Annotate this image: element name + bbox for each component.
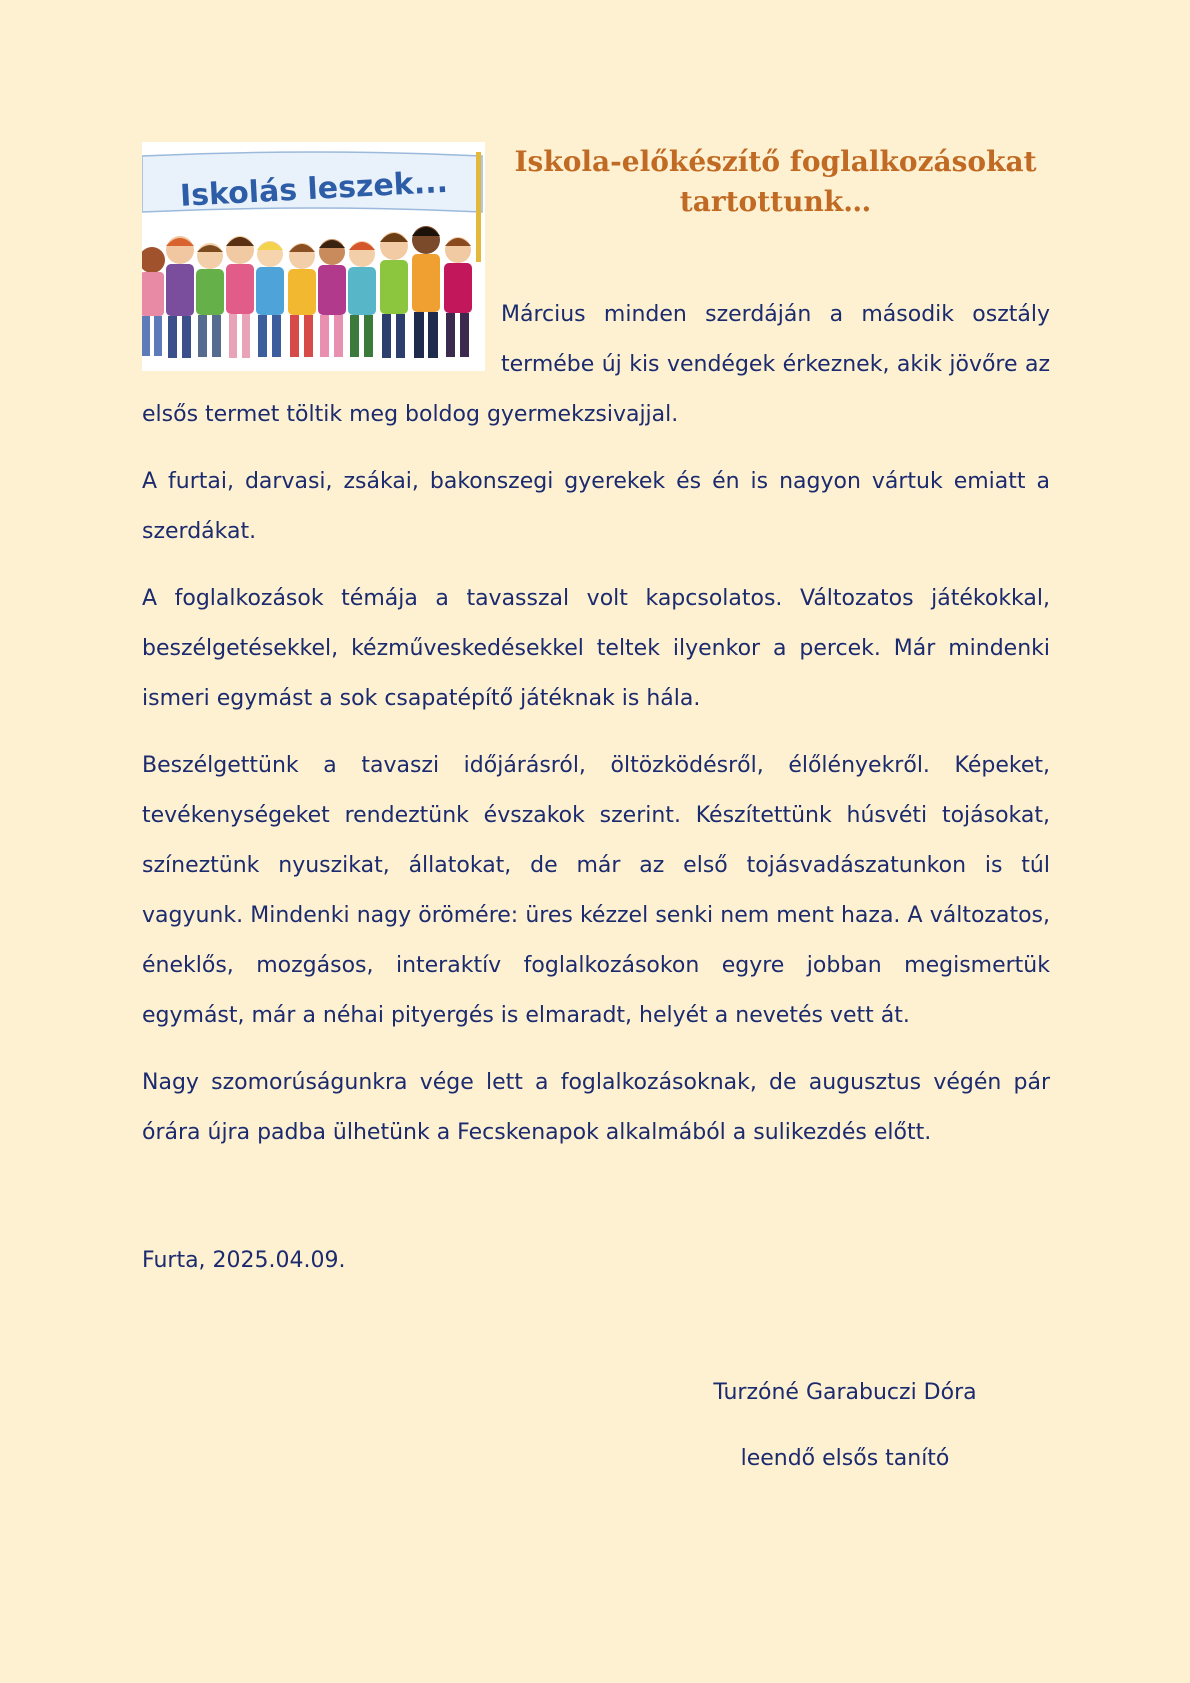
banner-text: Iskolás leszek... [179,164,449,214]
page-title: Iskola-előkészítő foglalkozásokat tartottunk… [514,145,1037,218]
children-with-backpacks-image [142,142,485,371]
article [142,142,1050,1158]
paragraph: Március minden szerdáján a második osztály termébe új kis vendégek érkeznek, akik jövőre az elsős termet töltik meg boldog gyermekzsivajjal. [142,302,1050,427]
signature-name: Turzóné Garabuczi Dóra [713,1380,977,1405]
paragraph: Nagy szomorúságunkra vége lett a foglalkozásoknak, de augusztus végén pár órára újra padba ülhetünk a Fecskenapok alkalmából a sulikezdés előtt. [142,1070,1050,1145]
school-children-illustration [142,142,485,371]
place-date: Furta, 2025.04.09. [142,1248,346,1273]
banner-pole [476,152,481,262]
signature-role: leendő elsős tanító [740,1446,950,1471]
children-group [142,226,472,358]
paragraph: A furtai, darvasi, zsákai, bakonszegi gyerekek és én is nagyon vártuk emiatt a szerdákat. [142,469,1050,544]
paragraph: A foglalkozások témája a tavasszal volt kapcsolatos. Változatos játékokkal, beszélgetésekkel, kézműveskedésekkel teltek ilyenkor a percek. Már mindenki ismeri egymást a sok csapatépítő játéknak is hála. [142,586,1050,711]
paragraph: Beszélgettünk a tavaszi időjárásról, öltözködésről, élőlényekről. Képeket, tevékenységeket rendeztünk évszakok szerint. Készítettünk húsvéti tojásokat, színeztünk nyuszikat, állatokat, de már az első tojásvadászatunkon is túl vagyunk. Mindenki nagy örömére: üres kézzel senki nem ment haza. A változatos, éneklős, mozgásos, interaktív foglalkozásokon egyre jobban megismertük egymást, már a néhai pityergés is elmaradt, helyét a nevetés vett át. [142,753,1050,1028]
